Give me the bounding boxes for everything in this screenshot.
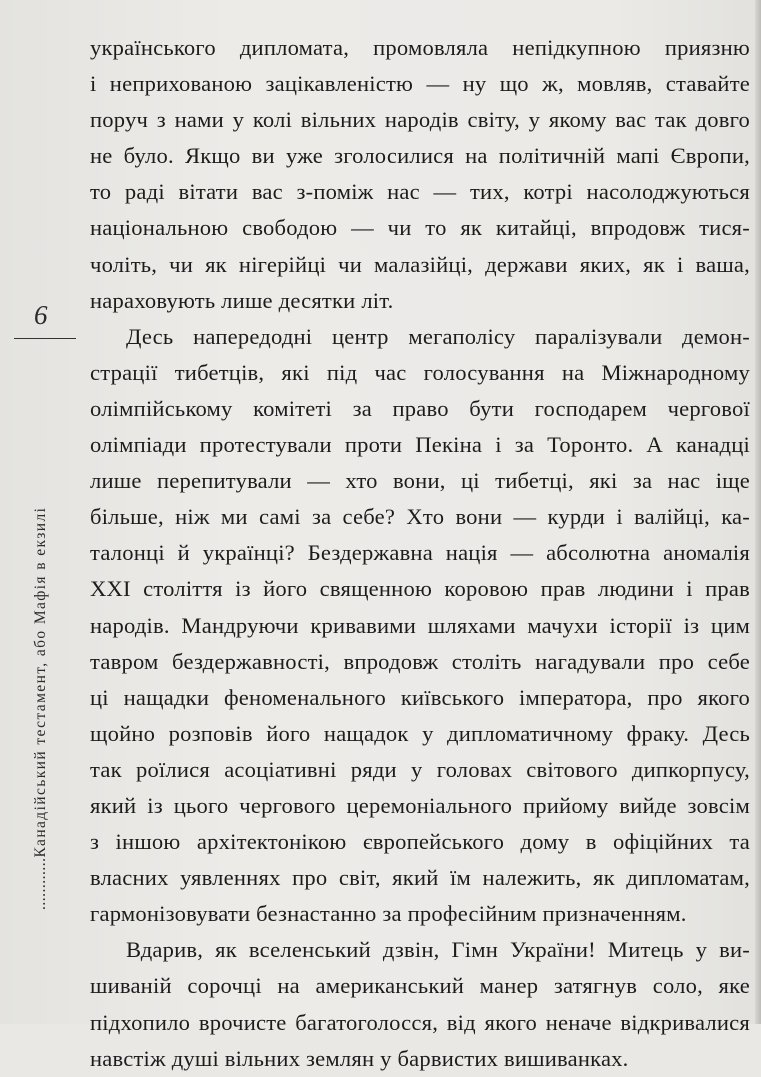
text-line: олімпійському комітеті за право бути господарем чергової xyxy=(90,395,750,421)
text-line: гармонізовувати безнастанно за професійним призначенням. xyxy=(90,901,687,927)
text-line: Вдарив, як вселенський дзвін, Гімн України! Митець у ви- xyxy=(126,937,750,963)
text-line: чоліть, чи як нігерійці чи малазійці, держави яких, як і ваша, xyxy=(90,251,750,277)
text-line: українського дипломата, промовляла непідкупною приязню xyxy=(90,35,750,60)
running-head-leader: ............ xyxy=(32,857,49,910)
paragraph-3 xyxy=(90,932,750,1076)
text-line: національною свободою — чи то як китайці, впродовж тися- xyxy=(90,215,750,241)
text-line: так роїлися асоціативні ряди у головах світового дипкорпусу, xyxy=(90,756,750,782)
page-number-rule xyxy=(14,338,76,339)
text-line: лише перепитували — хто вони, ці тибетці, які за нас іще xyxy=(90,468,750,494)
text-line: народів. Мандруючи кривавими шляхами мачухи історії із цим xyxy=(90,612,750,638)
page-edge-shadow xyxy=(755,0,761,1024)
text-line: XXI століття із його священною коровою прав людини і прав xyxy=(90,576,750,602)
text-line: тавром бездержавності, впродовж століть нагадували про себе xyxy=(90,648,750,674)
running-head xyxy=(30,340,52,910)
text-line: талонці й українці? Бездержавна нація — абсолютна аномалія xyxy=(90,540,750,566)
page-number: 6 xyxy=(34,300,48,330)
text-line: навстіж душі вільних землян у барвистих вишиванках. xyxy=(90,1045,629,1071)
text-line: щойно розповів його нащадок у дипломатичному фраку. Десь xyxy=(90,720,750,746)
text-line: який із цього чергового церемоніального прийому вийде зовсім xyxy=(90,792,750,818)
paragraph-1 xyxy=(90,30,750,319)
text-line: поруч з нами у колі вільних народів світу, у якому вас так довго xyxy=(90,107,750,133)
text-line: шиваній сорочці на американський манер затягнув соло, яке xyxy=(90,973,750,999)
text-line: олімпіади протестували проти Пекіна і за Торонто. А канадці xyxy=(90,432,750,458)
text-line: підхопило врочисте багатоголосся, від якого неначе відкривалися xyxy=(90,1009,750,1035)
text-line: нараховують лише десятки літ. xyxy=(90,287,394,313)
text-line: більше, ніж ми самі за себе? Хто вони — курди і валійці, ка- xyxy=(90,504,750,530)
text-line: не було. Якщо ви уже зголосилися на політичній мапі Європи, xyxy=(90,143,750,169)
text-line: і неприхованою зацікавленістю — ну що ж, мовляв, ставайте xyxy=(90,71,750,97)
paragraph-2 xyxy=(90,319,750,933)
text-line: власних уявленнях про світ, який їм належить, як дипломатам, xyxy=(90,865,750,891)
running-head-title: Канадійський тестамент, або Мафія в екзилі xyxy=(32,506,49,858)
text-line: з іншою архітектонікою європейського дому в офіційних та xyxy=(90,829,750,855)
text-line: ці нащадки феноменального київського імператора, про якого xyxy=(90,684,750,710)
text-line: страції тибетців, які під час голосування на Міжнародному xyxy=(90,359,750,385)
text-line: то раді вітати вас з-поміж нас — тих, котрі насолоджуються xyxy=(90,179,750,205)
text-line: Десь напередодні центр мегаполісу паралізували демон- xyxy=(126,323,750,349)
body-text xyxy=(90,30,750,1077)
